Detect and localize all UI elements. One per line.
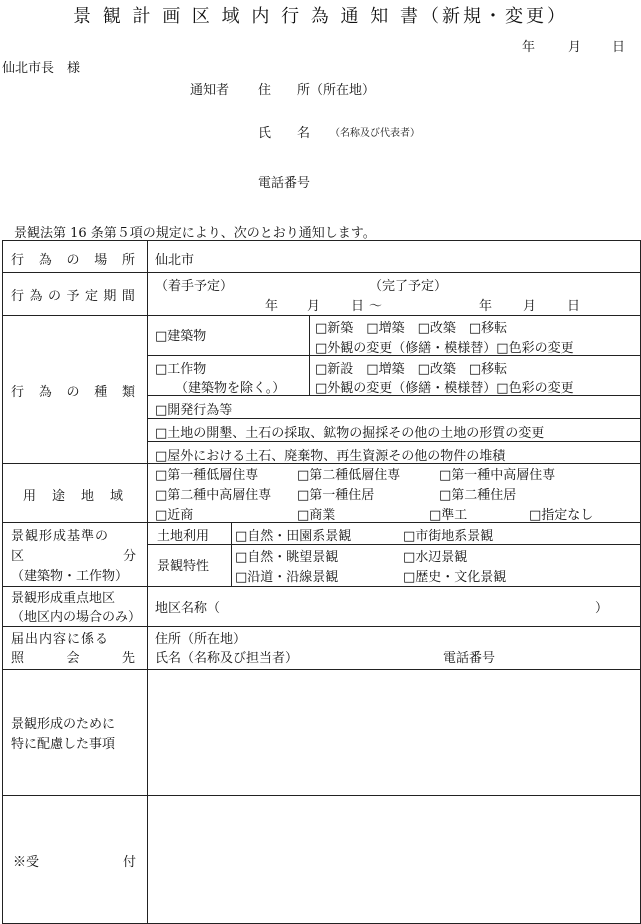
land-change-checkbox[interactable]: □土地の開墾、土石の採取、鉱物の掘採その他の土地の形質の変更 xyxy=(155,426,545,441)
zone-option[interactable]: □近商 xyxy=(155,508,194,523)
zone-option[interactable]: □商業 xyxy=(297,508,336,523)
date-month: 月 xyxy=(568,40,582,55)
zone-option[interactable]: □第一種住居 xyxy=(297,488,375,503)
zone-option[interactable]: □準工 xyxy=(429,508,468,523)
period-start-day: 日 xyxy=(351,299,365,314)
consideration-label-1: 景観形成のために xyxy=(11,717,116,732)
notifier-name-note: （名称及び代表者） xyxy=(330,128,420,139)
period-end-label: （完了予定） xyxy=(369,279,448,294)
notifier-phone-label: 電話番号 xyxy=(258,176,311,191)
period-start-label: （着手予定） xyxy=(155,279,234,294)
place-label: 行 為 の 場 所 xyxy=(11,253,135,268)
structure-options-2[interactable]: □外観の変更（修繕・模様替）□色彩の変更 xyxy=(315,381,574,396)
district-name-close: ） xyxy=(595,601,609,616)
consideration-label-2: 特に配慮した事項 xyxy=(11,737,116,752)
zone-label: 用 途 地 域 xyxy=(23,489,123,504)
period-end-month: 月 xyxy=(523,299,537,314)
contact-phone-label: 電話番号 xyxy=(443,651,496,666)
district-label-1: 景観形成重点地区 xyxy=(11,591,116,606)
notifier-name-label: 氏 名 xyxy=(258,126,311,141)
kind-label: 行 為 の 種 類 xyxy=(11,385,135,400)
structure-checkbox[interactable]: □工作物 xyxy=(155,362,207,377)
contact-address-label: 住所（所在地） xyxy=(155,632,247,647)
place-value: 仙北市 xyxy=(155,253,195,268)
landuse-option[interactable]: □市街地系景観 xyxy=(403,529,494,544)
notifier-address-label: 住 所（所在地） xyxy=(258,83,376,98)
period-label: 行 為 の 予 定 期 間 xyxy=(11,289,135,304)
notifier-label: 通知者 xyxy=(190,83,230,98)
feature-option[interactable]: □沿道・沿線景観 xyxy=(235,570,339,585)
outdoor-storage-checkbox[interactable]: □屋外における土石、廃棄物、再生資源その他の物件の堆積 xyxy=(155,449,506,464)
landuse-option[interactable]: □自然・田園系景観 xyxy=(235,529,352,544)
zone-option[interactable]: □第一種中高層住専 xyxy=(439,468,556,483)
zone-option[interactable]: □第一種低層住専 xyxy=(155,468,259,483)
building-options-2[interactable]: □外観の変更（修繕・模様替）□色彩の変更 xyxy=(315,341,574,356)
structure-options-1[interactable]: □新設 □増築 □改築 □移転 xyxy=(315,362,508,377)
period-start-month: 月 xyxy=(307,299,321,314)
contact-label-2: 照 会 先 xyxy=(11,651,135,666)
period-end-day: 日 xyxy=(567,299,581,314)
period-tilde: ～ xyxy=(369,299,383,314)
building-checkbox[interactable]: □建築物 xyxy=(155,329,207,344)
building-options-1[interactable]: □新築 □増築 □改築 □移転 xyxy=(315,321,508,336)
contact-label-1: 届出内容に係る xyxy=(11,632,110,647)
intro-text: 景観法第 16 条第５項の規定により、次のとおり通知します。 xyxy=(14,226,376,241)
zone-option[interactable]: □指定なし xyxy=(529,508,594,523)
feature-label: 景観特性 xyxy=(157,559,210,574)
zone-option[interactable]: □第二種中高層住専 xyxy=(155,488,272,503)
document-title: 景 観 計 画 区 域 内 行 為 通 知 書（新規・変更） xyxy=(73,6,568,27)
reception-label-a: ※受 xyxy=(13,855,40,870)
reception-field[interactable] xyxy=(148,796,640,923)
period-end-year: 年 xyxy=(479,299,493,314)
criteria-label-2b: 分 xyxy=(123,549,137,564)
district-name-label: 地区名称（ xyxy=(155,601,221,616)
date-year: 年 xyxy=(522,40,536,55)
zone-option[interactable]: □第二種低層住専 xyxy=(297,468,401,483)
development-checkbox[interactable]: □開発行為等 xyxy=(155,403,233,418)
feature-option[interactable]: □水辺景観 xyxy=(403,550,468,565)
consideration-field[interactable] xyxy=(148,670,640,795)
structure-note: （建築物を除く。） xyxy=(175,381,286,396)
notification-form xyxy=(2,240,641,924)
contact-name-label: 氏名（名称及び担当者） xyxy=(155,651,299,666)
feature-option[interactable]: □歴史・文化景観 xyxy=(403,570,507,585)
criteria-label-2a: 区 xyxy=(11,549,25,564)
addressee: 仙北市長 様 xyxy=(2,61,81,76)
period-start-year: 年 xyxy=(265,299,279,314)
district-label-2: （地区内の場合のみ） xyxy=(11,610,142,625)
zone-option[interactable]: □第二種住居 xyxy=(439,488,517,503)
landuse-label: 土地利用 xyxy=(157,529,210,544)
feature-option[interactable]: □自然・眺望景観 xyxy=(235,550,339,565)
criteria-label-3: （建築物・工作物） xyxy=(11,569,129,584)
reception-label-b: 付 xyxy=(123,855,137,870)
criteria-label-1: 景観形成基準の xyxy=(11,529,110,544)
date-day: 日 xyxy=(612,40,626,55)
